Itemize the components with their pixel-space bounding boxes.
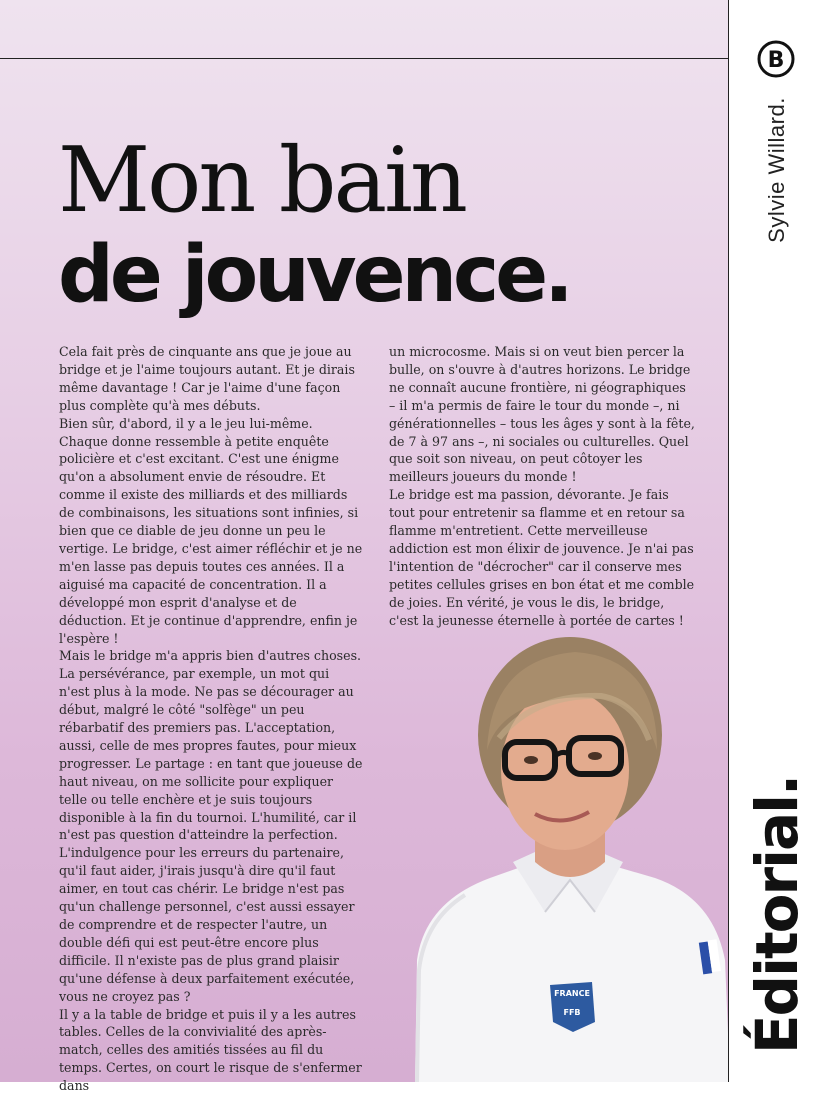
paragraph: Bien sûr, d'abord, il y a le jeu lui-même. Chaque donne ressemble à petite enquête policière et c'est excitant. C'est une énigme qu'on a absolument envie de résoudre. Et comme il existe des milliards et des milliards de combinaisons, les situations sont infinies, si bien que ce diable de jeu donne un peu le vertige. Le bridge, c'est aimer réfléchir et je ne m'en lasse pas depuis toutes ces années. Il a aiguisé ma capacité de concentration. Il a développé mon esprit d'analyse et de déduction. Et je continue d'apprendre, enfin je l'espère ! (59, 415, 363, 646)
paragraph: Cela fait près de cinquante ans que je joue au bridge et je l'aime toujours autant. Et je dirais même davantage ! Car je l'aime d'une façon plus complète qu'à mes débuts. (59, 344, 355, 413)
section-label: Éditorial. (743, 775, 812, 1055)
brand-logo (757, 40, 795, 78)
paragraph: Le bridge est ma passion, dévorante. Je fais tout pour entretenir sa flamme et en retour sa flamme m'entretient. Cette merveilleuse addiction est mon élixir de jouvence. Je n'ai pas l'intention de "décrocher" car il conserve mes petites cellules grises en bon état et me comble de joies. En vérité, je vous le dis, le bridge, c'est la jeunesse éternelle à portée de cartes ! (389, 487, 695, 628)
paragraph: Mais le bridge m'a appris bien d'autres choses. La persévérance, par exemple, un mot qui n'est plus à la mode. Ne pas se décourager au début, malgré le côté "solfège" un peu rébarbatif des premiers pas. L'acceptation, aussi, celle de mes propres fautes, pour mieux progresser. Le partage : en tant que joueuse de haut niveau, on me sollicite pour expliquer telle ou telle enchère et je suis toujours disponible à la fin du tournoi. L'humilité, car il n'est pas question d'atteindre la perfection. L'indulgence pour les erreurs du partenaire, qu'il faut aider, j'irais jusqu'à dire qu'il faut aimer, en tout cas chérir. Le bridge n'est pas qu'un challenge personnel, c'est aussi essayer de comprendre et de respecter l'autre, un double défi qui est peut-être encore plus difficile. Il n'existe pas de plus grand plaisir qu'une défense à deux parfaitement exécutée, vous ne croyez pas ? (59, 648, 363, 1004)
author-portrait (395, 630, 730, 1082)
portrait-face (501, 690, 629, 850)
badge-text-1: FRANCE (554, 989, 590, 998)
article-column-1 (59, 343, 363, 1095)
section-label-container (733, 775, 821, 1055)
headline-line-2: de jouvence. (58, 230, 570, 320)
badge-text-2: FFB (563, 1008, 581, 1017)
author-byline: Sylvie Willard. (764, 97, 790, 243)
logo-letter: B (767, 48, 785, 73)
article-column-2 (389, 343, 695, 630)
paragraph: un microcosme. Mais si on veut bien percer la bulle, on s'ouvre à d'autres horizons. Le bridge ne connaît aucune frontière, ni géographiques – il m'a permis de faire le tour du monde –, ni générationnelles – tous les âges y sont à la fête, de 7 à 97 ans –, ni sociales ou culturelles. Quel que soit son niveau, on peut côtoyer les meilleurs joueurs du monde ! (389, 344, 695, 485)
headline-line-1: Mon bain (58, 128, 465, 233)
header-rule (0, 58, 728, 59)
author-byline-container (741, 90, 813, 250)
paragraph: Il y a la table de bridge et puis il y a les autres tables. Celles de la convivialité des après-match, celles des amitiés tissées au fil du temps. Certes, on court le risque de s'enfermer dans (59, 1006, 362, 1094)
